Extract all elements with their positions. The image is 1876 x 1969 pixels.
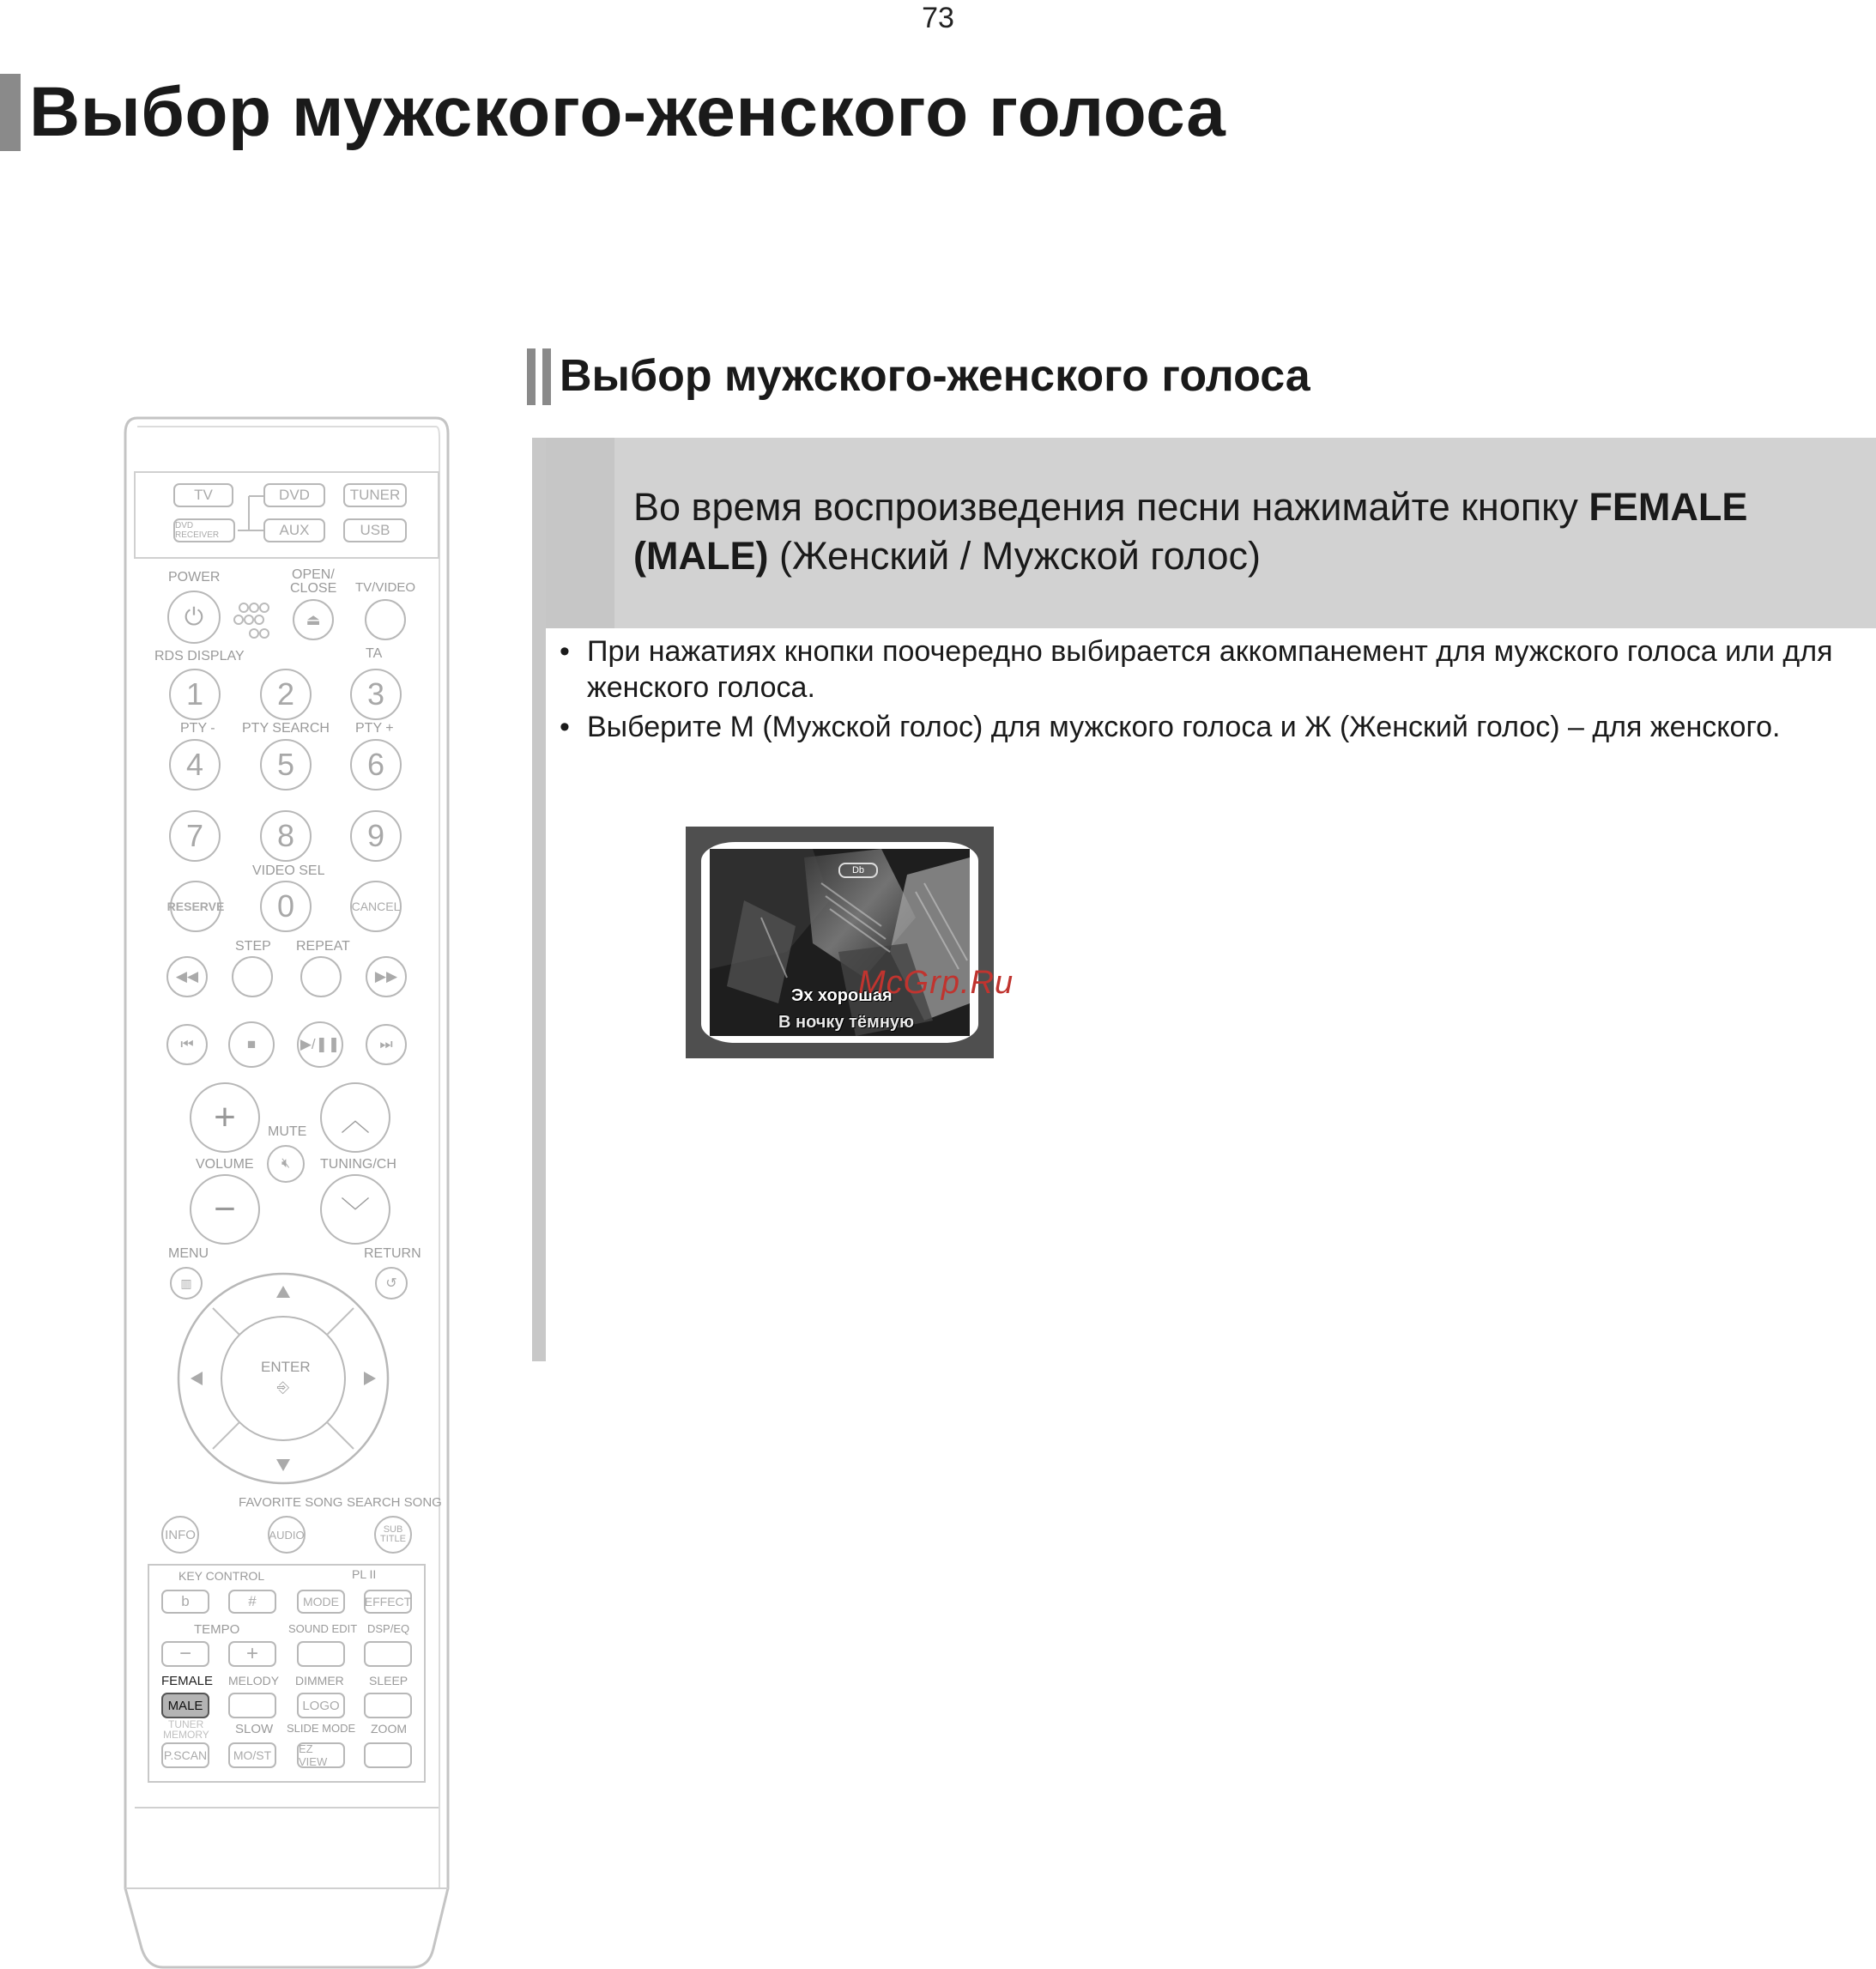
lyric-line: В ночку тёмную bbox=[778, 1013, 915, 1032]
power-button[interactable]: ⏻ bbox=[167, 591, 221, 644]
reserve-button[interactable]: RESERVE bbox=[170, 881, 221, 932]
step-button[interactable] bbox=[232, 956, 273, 997]
info-button[interactable]: INFO bbox=[161, 1516, 199, 1554]
section-accent-bar bbox=[542, 348, 551, 405]
tuning-ch-label: TUNING/CH bbox=[320, 1157, 396, 1172]
tv-screen bbox=[701, 842, 978, 1043]
volume-label: VOLUME bbox=[196, 1157, 254, 1172]
video-sel-label: VIDEO SEL bbox=[252, 863, 325, 878]
female-label: FEMALE bbox=[161, 1674, 214, 1688]
page-title: Выбор мужского-женского голоса bbox=[29, 73, 1226, 151]
female-male-button[interactable]: MALE bbox=[161, 1693, 209, 1718]
notes-list bbox=[556, 633, 1869, 745]
tuner-memory-label: TUNER bbox=[168, 1718, 204, 1730]
digit-9-button[interactable]: 9 bbox=[350, 810, 402, 862]
mode-button[interactable]: MODE bbox=[297, 1590, 345, 1614]
pty-minus-label: PTY - bbox=[180, 721, 215, 736]
zoom-label: ZOOM bbox=[371, 1722, 407, 1736]
flat-key-button[interactable]: b bbox=[161, 1590, 209, 1614]
ta-label: TA bbox=[366, 646, 383, 661]
mo-st-button[interactable]: MO/ST bbox=[228, 1742, 276, 1768]
note-text: При нажатиях кнопки поочередно выбирается аккомпанемент для мужского голоса или для женского голоса. bbox=[587, 635, 1833, 704]
remote-control bbox=[0, 0, 515, 1969]
melody-button[interactable] bbox=[228, 1693, 276, 1718]
volume-up-button[interactable]: + bbox=[190, 1082, 260, 1153]
video-background bbox=[710, 849, 970, 1036]
digit-6-button[interactable]: 6 bbox=[350, 739, 402, 791]
pl2-label: PL II bbox=[352, 1567, 377, 1581]
digit-5-button[interactable]: 5 bbox=[260, 739, 312, 791]
note-item: • При нажатиях кнопки поочередно выбирается аккомпанемент для мужского голоса или для женского голоса. bbox=[560, 635, 1833, 704]
open-close-button[interactable]: ⏏ bbox=[293, 599, 334, 640]
mute-label: MUTE bbox=[268, 1124, 307, 1139]
menu-button[interactable]: ▥ bbox=[170, 1267, 203, 1300]
digit-2-button[interactable]: 2 bbox=[260, 669, 312, 720]
enter-label: ENTER bbox=[261, 1359, 311, 1375]
db-icon: Db bbox=[838, 863, 878, 878]
subtitle-button[interactable] bbox=[374, 1516, 412, 1554]
digit-4-button[interactable]: 4 bbox=[169, 739, 221, 791]
open-close-label: CLOSE bbox=[290, 581, 337, 596]
dvd-button[interactable]: DVD bbox=[263, 483, 325, 507]
rds-display-label: RDS DISPLAY bbox=[154, 649, 245, 663]
menu-label: MENU bbox=[168, 1246, 209, 1261]
open-close-label: OPEN/ bbox=[292, 567, 335, 582]
dsp-eq-label: DSP/EQ bbox=[367, 1622, 410, 1635]
tv-button[interactable]: TV bbox=[173, 483, 233, 507]
digit-3-button[interactable]: 3 bbox=[350, 669, 402, 720]
melody-label: MELODY bbox=[228, 1674, 280, 1687]
power-label: POWER bbox=[168, 570, 221, 585]
fast-forward-button[interactable]: ▶▶ bbox=[366, 956, 407, 997]
dvd-receiver-button[interactable]: DVD RECEIVER bbox=[173, 518, 235, 542]
usb-button[interactable]: USB bbox=[343, 518, 407, 542]
tv-video-label: TV/VIDEO bbox=[355, 580, 416, 595]
tv-screen-illustration bbox=[686, 827, 994, 1058]
return-button[interactable]: ↺ bbox=[375, 1267, 408, 1300]
search-song-label: SEARCH SONG bbox=[347, 1495, 442, 1510]
p-scan-button[interactable]: P.SCAN bbox=[161, 1742, 209, 1768]
ez-view-button[interactable]: EZ VIEW bbox=[297, 1742, 345, 1768]
sleep-label: SLEEP bbox=[369, 1674, 408, 1687]
step-bold-keys: FEMALE (MALE) bbox=[633, 485, 1748, 578]
effect-button[interactable]: EFFECT bbox=[364, 1590, 412, 1614]
section-accent-bar bbox=[527, 348, 536, 405]
note-item: • Выберите М (Мужской голос) для мужского голоса и Ж (Женский голос) – для женского. bbox=[560, 711, 1781, 743]
tuner-memory-label: MEMORY bbox=[163, 1729, 209, 1741]
digit-7-button[interactable]: 7 bbox=[169, 810, 221, 862]
dimmer-label: DIMMER bbox=[295, 1674, 344, 1687]
digit-0-button[interactable]: 0 bbox=[260, 881, 312, 932]
section-title: Выбор мужского-женского голоса bbox=[560, 351, 1310, 401]
content-left-rule bbox=[532, 438, 546, 1361]
cancel-button[interactable]: CANCEL bbox=[350, 881, 402, 932]
tuning-up-button[interactable]: ︿ bbox=[320, 1082, 390, 1153]
pty-plus-label: PTY + bbox=[355, 721, 394, 736]
stop-button[interactable]: ■ bbox=[228, 1021, 275, 1068]
repeat-label: REPEAT bbox=[296, 939, 350, 954]
tempo-down-button[interactable]: − bbox=[161, 1641, 209, 1667]
aux-button[interactable]: AUX bbox=[263, 518, 325, 542]
sharp-key-button[interactable]: # bbox=[228, 1590, 276, 1614]
tempo-up-button[interactable]: + bbox=[228, 1641, 276, 1667]
step-instruction bbox=[633, 482, 1852, 580]
tv-video-button[interactable] bbox=[365, 599, 406, 640]
lyric-line: Эх хорошая bbox=[791, 986, 893, 1005]
enter-button[interactable]: ⎆ bbox=[269, 1378, 298, 1396]
favorite-song-label: FAVORITE SONG bbox=[239, 1495, 343, 1510]
sound-edit-label: SOUND EDIT bbox=[288, 1622, 358, 1635]
subtitle-label: SUB bbox=[383, 1524, 403, 1535]
sleep-button[interactable] bbox=[364, 1693, 412, 1718]
step-box-tab bbox=[546, 438, 614, 628]
sound-edit-button[interactable] bbox=[297, 1641, 345, 1667]
dimmer-logo-button[interactable]: LOGO bbox=[297, 1693, 345, 1718]
watermark: McGrp.Ru bbox=[858, 965, 1014, 1001]
previous-button[interactable]: ⏮ bbox=[166, 1024, 208, 1065]
step-text-before: Во время воспроизведения песни нажимайте кнопку bbox=[633, 485, 1589, 529]
slow-label: SLOW bbox=[235, 1722, 274, 1736]
page-number: 73 bbox=[922, 2, 954, 34]
note-text: Выберите М (Мужской голос) для мужского голоса и Ж (Женский голос) – для женского. bbox=[587, 711, 1781, 743]
digit-8-button[interactable]: 8 bbox=[260, 810, 312, 862]
step-label: STEP bbox=[235, 939, 271, 954]
play-pause-button[interactable]: ▶/❚❚ bbox=[297, 1021, 343, 1068]
tuner-button[interactable]: TUNER bbox=[343, 483, 407, 507]
slide-mode-label: SLIDE MODE bbox=[287, 1722, 356, 1735]
digit-1-button[interactable]: 1 bbox=[169, 669, 221, 720]
step-text-after: (Женский / Мужской голос) bbox=[768, 534, 1261, 578]
mute-button[interactable]: 🔇︎ bbox=[267, 1145, 305, 1183]
subtitle-label: TITLE bbox=[380, 1534, 406, 1544]
tempo-label: TEMPO bbox=[194, 1622, 240, 1637]
next-button[interactable]: ⏭ bbox=[366, 1024, 407, 1065]
return-label: RETURN bbox=[364, 1246, 421, 1261]
tuning-down-button[interactable]: ﹀ bbox=[320, 1174, 390, 1245]
volume-down-button[interactable]: − bbox=[190, 1174, 260, 1245]
audio-button[interactable]: AUDIO bbox=[268, 1516, 306, 1554]
repeat-button[interactable] bbox=[300, 956, 342, 997]
zoom-button[interactable] bbox=[364, 1742, 412, 1768]
pty-search-label: PTY SEARCH bbox=[242, 721, 330, 736]
karaoke-video-frame bbox=[710, 849, 970, 1036]
key-control-label: KEY CONTROL bbox=[179, 1569, 265, 1583]
dsp-eq-button[interactable] bbox=[364, 1641, 412, 1667]
rewind-button[interactable]: ◀◀ bbox=[166, 956, 208, 997]
